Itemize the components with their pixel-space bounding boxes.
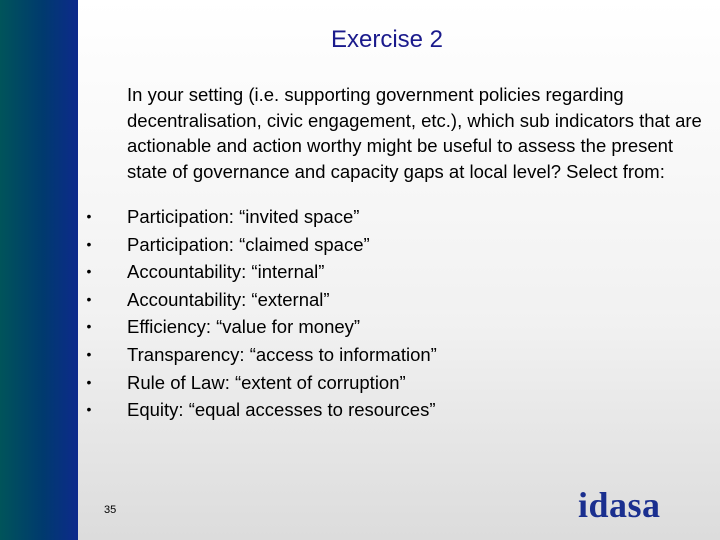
list-item <box>82 206 702 234</box>
list-item <box>82 344 702 372</box>
bullet-icon: • <box>86 373 92 390</box>
list-item <box>82 316 702 344</box>
bullet-icon: • <box>86 318 92 335</box>
bullet-icon: • <box>86 235 92 252</box>
indicator-list <box>82 206 702 427</box>
list-item <box>82 289 702 317</box>
list-item-text: Accountability: “internal” <box>127 261 325 283</box>
list-item-text: Accountability: “external” <box>127 288 330 310</box>
slide-title: Exercise 2 <box>330 26 444 53</box>
list-item <box>82 234 702 262</box>
intro-question: In your setting (i.e. supporting government policies regarding decentralisation, civic engagement, etc.), which sub indicators that are actionable and action worthy might be useful to assess the present state of governance and capacity gaps at local level? Select from: <box>127 84 702 182</box>
list-item <box>82 372 702 400</box>
list-item-text: Equity: “equal accesses to resources” <box>127 399 436 421</box>
page-number: 35 <box>104 504 117 516</box>
list-item-text: Efficiency: “value for money” <box>127 316 361 338</box>
idasa-logo: idasa <box>578 485 661 525</box>
list-item <box>82 399 702 427</box>
bullet-icon: • <box>86 290 92 307</box>
list-item-text: Transparency: “access to information” <box>127 343 437 365</box>
list-item-text: Participation: “invited space” <box>127 206 360 227</box>
list-item-text: Participation: “claimed space” <box>127 233 370 255</box>
list-item-text: Rule of Law: “extent of corruption” <box>127 371 406 393</box>
bullet-icon: • <box>86 263 92 280</box>
bullet-icon: • <box>86 208 92 224</box>
sidebar-band <box>0 0 78 540</box>
bullet-icon: • <box>86 401 92 418</box>
bullet-icon: • <box>86 345 92 362</box>
list-item <box>82 261 702 289</box>
